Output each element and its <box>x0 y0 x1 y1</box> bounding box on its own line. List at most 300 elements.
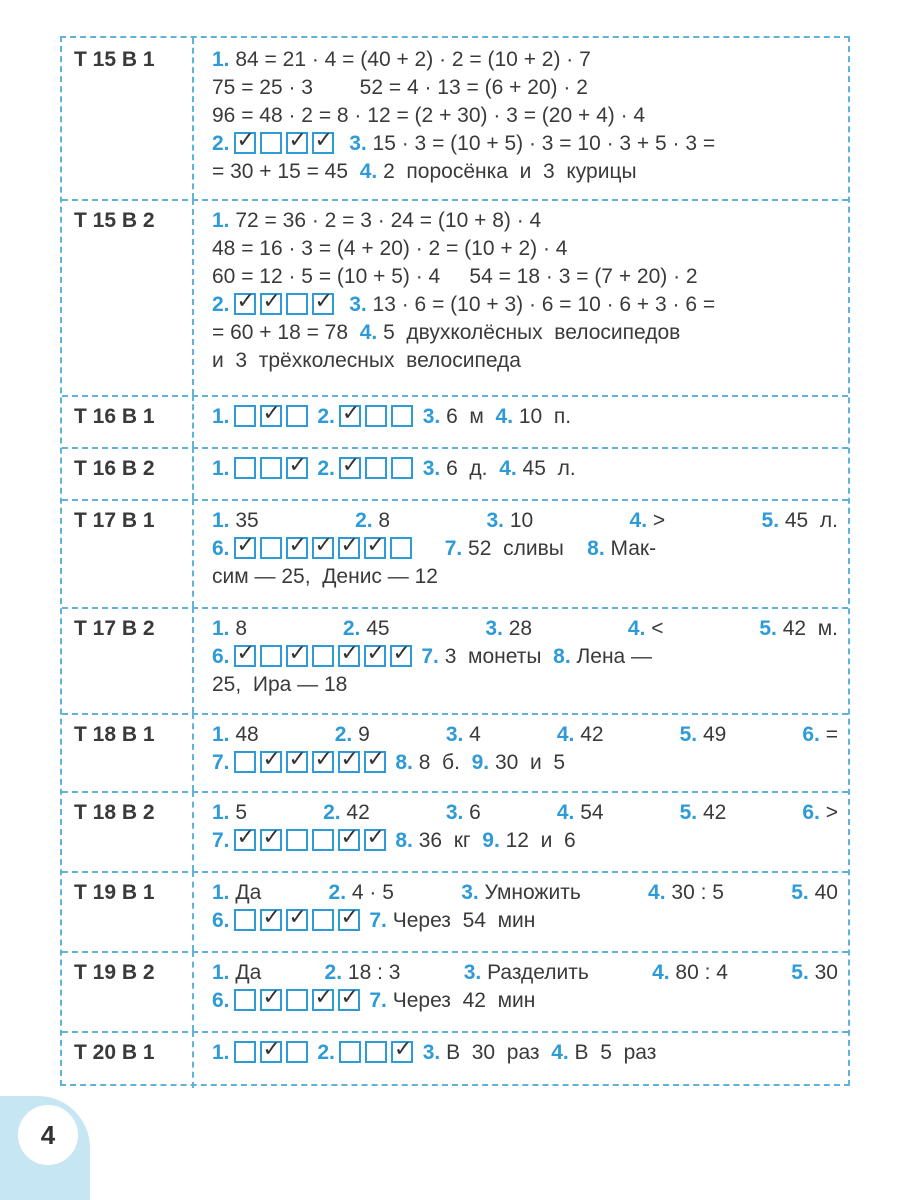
answer-line <box>212 291 838 319</box>
answer-text: 84 = 21 · 4 = (40 + 2) · 2 = (10 + 2) · 7 <box>229 48 591 71</box>
test-variant-label: Т 17 В 1 <box>62 499 194 607</box>
answer-line <box>212 347 838 375</box>
test-variant-label: Т 15 В 2 <box>62 199 194 395</box>
answer-text: В 5 раз <box>568 1041 657 1064</box>
task-number: 5. <box>761 509 780 532</box>
task-number: 3. <box>422 405 441 428</box>
empty-box-icon <box>234 751 256 773</box>
answer-text: 40 <box>808 881 838 904</box>
answer-row <box>62 199 848 397</box>
answer-content <box>212 403 838 431</box>
answer-item <box>802 721 838 749</box>
task-number: 9. <box>482 829 500 852</box>
empty-box-icon <box>234 457 256 479</box>
task-number: 6. <box>212 537 230 560</box>
empty-box-icon <box>365 457 387 479</box>
answer-item <box>329 879 394 907</box>
answer-line <box>212 507 838 535</box>
answer-item <box>762 507 838 535</box>
answer-line <box>212 455 838 483</box>
task-number: 4. <box>629 509 648 532</box>
answer-text: 15 · 3 = (10 + 5) · 3 = 10 · 3 + 5 · 3 = <box>366 132 716 155</box>
empty-box-icon <box>260 537 282 559</box>
answer-content <box>212 615 838 699</box>
test-variant-label: Т 16 В 1 <box>62 395 194 447</box>
answer-item <box>652 959 728 987</box>
answer-text: 12 и 6 <box>499 829 576 852</box>
task-number: 4. <box>556 723 575 746</box>
answer-line <box>212 158 838 186</box>
answer-text: Мак- <box>604 537 657 560</box>
answer-text: 35 <box>229 509 259 532</box>
task-number: 3. <box>486 509 504 532</box>
task-number: 2. <box>342 617 361 640</box>
answer-item <box>212 721 259 749</box>
answer-line <box>212 102 838 130</box>
answer-text: 25, Ира — 18 <box>212 673 348 696</box>
test-variant-label: Т 19 В 1 <box>62 871 194 951</box>
answer-item <box>486 507 533 535</box>
answer-text: и 3 трёхколесных велосипеда <box>212 349 521 372</box>
task-number: 1. <box>212 405 230 428</box>
answer-line <box>212 535 838 563</box>
answer-text: 5 двухколёсных велосипедов <box>377 321 681 344</box>
task-number: 2. <box>328 881 347 904</box>
checked-box-icon <box>339 457 361 479</box>
empty-box-icon <box>286 1041 308 1063</box>
checked-box-icon <box>338 989 360 1011</box>
answer-checkboxes <box>234 535 416 563</box>
answer-text: 30 : 5 <box>665 881 724 904</box>
answer-checkboxes <box>234 749 390 777</box>
answer-text: 13 · 6 = (10 + 3) · 6 = 10 · 6 + 3 · 6 = <box>366 293 716 316</box>
task-number: 7. <box>369 909 387 932</box>
answer-text: Да <box>229 881 262 904</box>
task-number: 1. <box>212 509 230 532</box>
answer-item <box>630 507 666 535</box>
checked-box-icon <box>364 751 386 773</box>
answer-text: сим — 25, Денис — 12 <box>212 565 438 588</box>
task-number: 2. <box>323 801 341 824</box>
task-number: 8. <box>395 751 413 774</box>
answer-checkboxes <box>234 291 338 319</box>
answer-content <box>212 46 838 186</box>
task-number: 8. <box>587 537 605 560</box>
answer-line <box>212 749 838 777</box>
task-number: 2. <box>317 1041 335 1064</box>
answer-checkboxes <box>234 987 364 1015</box>
answer-text: 3 монеты <box>438 645 554 668</box>
task-number: 3. <box>445 723 464 746</box>
checked-box-icon <box>286 645 308 667</box>
empty-box-icon <box>286 293 308 315</box>
checked-box-icon <box>338 645 360 667</box>
answer-text: 4 <box>463 723 481 746</box>
checked-box-icon <box>234 645 256 667</box>
task-number: 1. <box>212 617 230 640</box>
answer-row <box>62 951 848 1033</box>
checked-box-icon <box>364 829 386 851</box>
checked-box-icon <box>312 751 334 773</box>
task-number: 1. <box>212 457 230 480</box>
answer-text: 8 <box>372 509 391 532</box>
answer-line <box>212 615 838 643</box>
empty-box-icon <box>234 1041 256 1063</box>
answer-line <box>212 130 838 158</box>
answer-text: 45 <box>360 617 390 640</box>
answer-text <box>338 293 350 316</box>
test-variant-label: Т 15 В 1 <box>62 38 194 199</box>
checked-box-icon <box>339 405 361 427</box>
answer-line <box>212 319 838 347</box>
answer-line <box>212 721 838 749</box>
answer-text: 60 = 12 · 5 = (10 + 5) · 4 54 = 18 · 3 = (7 + 20) · 2 <box>212 265 698 288</box>
answer-item <box>212 615 247 643</box>
answer-text: 42 м. <box>776 617 838 640</box>
test-variant-label: Т 16 В 2 <box>62 447 194 499</box>
task-number: 1. <box>212 801 230 824</box>
checked-box-icon <box>286 457 308 479</box>
answer-content <box>212 959 838 1015</box>
answer-line <box>212 987 838 1015</box>
answer-text: 30 и 5 <box>489 751 566 774</box>
empty-box-icon <box>234 405 256 427</box>
answer-text: 8 б. <box>412 751 472 774</box>
answer-item <box>323 799 370 827</box>
empty-box-icon <box>312 645 334 667</box>
task-number: 4. <box>648 881 666 904</box>
checked-box-icon <box>390 645 412 667</box>
task-number: 7. <box>369 989 387 1012</box>
checked-box-icon <box>234 829 256 851</box>
answer-item <box>628 615 664 643</box>
task-number: 4. <box>499 457 517 480</box>
answer-line <box>212 235 838 263</box>
task-number: 1. <box>212 1041 230 1064</box>
task-number: 7. <box>212 751 230 774</box>
task-number: 1. <box>212 209 230 232</box>
task-number: 3. <box>463 961 482 984</box>
answer-content <box>212 721 838 777</box>
checked-box-icon <box>286 132 308 154</box>
answer-checkboxes <box>339 455 417 483</box>
answer-checkboxes <box>339 403 417 431</box>
answer-line <box>212 799 838 827</box>
answer-text: Лена — <box>570 645 653 668</box>
checked-box-icon <box>260 751 282 773</box>
answer-item <box>212 799 247 827</box>
task-number: 3. <box>422 457 441 480</box>
answer-text: 30 <box>808 961 838 984</box>
checked-box-icon <box>234 293 256 315</box>
answer-item <box>791 959 838 987</box>
task-number: 7. <box>421 645 439 668</box>
checked-box-icon <box>312 537 334 559</box>
answer-line <box>212 959 838 987</box>
answer-line <box>212 563 838 591</box>
task-number: 4. <box>556 801 575 824</box>
task-number: 9. <box>471 751 490 774</box>
task-number: 5. <box>759 617 777 640</box>
answer-text: Через 54 мин <box>386 909 536 932</box>
answer-item <box>343 615 390 643</box>
answer-item <box>325 959 401 987</box>
task-number: 3. <box>485 617 503 640</box>
answer-row <box>62 791 848 873</box>
task-number: 2. <box>317 405 335 428</box>
answer-text: 4 · 5 <box>346 881 394 904</box>
answer-text: 18 : 3 <box>342 961 401 984</box>
task-number: 2. <box>334 723 353 746</box>
answer-text: 10 <box>503 509 534 532</box>
answer-item <box>446 721 481 749</box>
answer-text: 36 кг <box>412 829 483 852</box>
task-number: 3. <box>349 293 367 316</box>
answer-item <box>680 721 727 749</box>
empty-box-icon <box>365 1041 387 1063</box>
test-variant-label: Т 20 В 1 <box>62 1031 194 1088</box>
task-number: 8. <box>395 829 413 852</box>
answer-text <box>338 132 350 155</box>
answer-text: = 30 + 15 = 45 <box>212 160 360 183</box>
checked-box-icon <box>312 989 334 1011</box>
task-number: 3. <box>422 1041 441 1064</box>
empty-box-icon <box>234 989 256 1011</box>
answer-text: 72 = 36 · 2 = 3 · 24 = (10 + 8) · 4 <box>229 209 542 232</box>
checked-box-icon <box>260 1041 282 1063</box>
task-number: 2. <box>212 132 230 155</box>
answer-line <box>212 1039 838 1067</box>
answer-text: 6 д. <box>440 457 500 480</box>
task-number: 2. <box>324 961 343 984</box>
checked-box-icon <box>260 405 282 427</box>
task-number: 6. <box>802 723 820 746</box>
task-number: 5. <box>791 961 809 984</box>
task-number: 5. <box>679 801 698 824</box>
task-number: 4. <box>495 405 514 428</box>
answer-item <box>759 615 838 643</box>
task-number: 4. <box>551 1041 569 1064</box>
checked-box-icon <box>286 909 308 931</box>
empty-box-icon <box>312 909 334 931</box>
checked-box-icon <box>286 537 308 559</box>
answer-row <box>62 447 848 501</box>
answer-text: 48 <box>229 723 259 746</box>
empty-box-icon <box>260 132 282 154</box>
test-variant-label: Т 17 В 2 <box>62 607 194 713</box>
answer-item <box>335 721 370 749</box>
answer-line <box>212 671 838 699</box>
checked-box-icon <box>364 537 386 559</box>
test-variant-label: Т 19 В 2 <box>62 951 194 1031</box>
task-number: 6. <box>212 989 230 1012</box>
answer-text: = 60 + 18 = 78 <box>212 321 360 344</box>
task-number: 6. <box>212 909 230 932</box>
page-number: 4 <box>40 1120 56 1150</box>
answer-table <box>60 36 850 1086</box>
answer-row <box>62 1031 848 1088</box>
answer-item <box>212 879 261 907</box>
answer-item <box>212 959 261 987</box>
answer-line <box>212 907 838 935</box>
answer-checkboxes <box>339 1039 417 1067</box>
task-number: 7. <box>212 829 230 852</box>
task-number: 2. <box>212 293 230 316</box>
task-number: 2. <box>355 509 373 532</box>
answer-line <box>212 643 838 671</box>
answer-item <box>557 721 604 749</box>
answer-checkboxes <box>234 827 390 855</box>
answer-checkboxes <box>234 907 364 935</box>
answer-checkboxes <box>234 643 416 671</box>
answer-content <box>212 455 838 483</box>
checked-box-icon <box>338 909 360 931</box>
empty-box-icon <box>391 457 413 479</box>
answer-text: Разделить <box>481 961 589 984</box>
task-number: 1. <box>212 961 230 984</box>
answer-text: 42 <box>574 723 604 746</box>
task-number: 5. <box>791 881 809 904</box>
answer-checkboxes <box>234 1039 312 1067</box>
answer-line <box>212 263 838 291</box>
empty-box-icon <box>286 405 308 427</box>
answer-text: > <box>819 801 838 824</box>
checked-box-icon <box>338 751 360 773</box>
answer-text: 9 <box>352 723 370 746</box>
checked-box-icon <box>338 537 360 559</box>
answer-text: 75 = 25 · 3 52 = 4 · 13 = (6 + 20) · 2 <box>212 76 588 99</box>
answer-line <box>212 207 838 235</box>
answer-item <box>355 507 390 535</box>
answer-text: 2 поросёнка и 3 курицы <box>377 160 637 183</box>
answer-line <box>212 74 838 102</box>
answer-text: 6 м <box>440 405 496 428</box>
answer-content <box>212 799 838 855</box>
answer-checkboxes <box>234 455 312 483</box>
answer-text: 80 : 4 <box>669 961 728 984</box>
task-number: 8. <box>553 645 571 668</box>
answer-text: 42 <box>340 801 370 824</box>
checked-box-icon <box>286 751 308 773</box>
answer-checkboxes <box>234 130 338 158</box>
checked-box-icon <box>234 537 256 559</box>
answer-text <box>416 537 445 560</box>
answer-text: 10 п. <box>513 405 572 428</box>
checked-box-icon <box>260 909 282 931</box>
empty-box-icon <box>286 989 308 1011</box>
empty-box-icon <box>339 1041 361 1063</box>
answer-row <box>62 713 848 793</box>
answer-text: 52 сливы <box>462 537 588 560</box>
task-number: 4. <box>359 321 378 344</box>
answer-line <box>212 879 838 907</box>
answer-text: 8 <box>229 617 248 640</box>
test-variant-label: Т 18 В 2 <box>62 791 194 871</box>
task-number: 1. <box>212 48 230 71</box>
answer-item <box>485 615 532 643</box>
task-number: 1. <box>212 723 230 746</box>
answer-item <box>464 959 589 987</box>
task-number: 4. <box>627 617 646 640</box>
task-number: 4. <box>652 961 670 984</box>
answer-item <box>461 879 581 907</box>
answer-row <box>62 607 848 715</box>
task-number: 6. <box>212 645 230 668</box>
checked-box-icon <box>391 1041 413 1063</box>
answer-text: Через 42 мин <box>386 989 536 1012</box>
answer-item <box>212 507 259 535</box>
checked-box-icon <box>364 645 386 667</box>
empty-box-icon <box>390 537 412 559</box>
empty-box-icon <box>260 645 282 667</box>
answer-row <box>62 871 848 953</box>
answer-text: 49 <box>697 723 727 746</box>
empty-box-icon <box>286 829 308 851</box>
answer-content <box>212 507 838 591</box>
task-number: 3. <box>349 132 367 155</box>
answer-checkboxes <box>234 403 312 431</box>
answer-text: 54 <box>574 801 604 824</box>
task-number: 3. <box>445 801 464 824</box>
answer-content <box>212 207 838 375</box>
empty-box-icon <box>234 909 256 931</box>
task-number: 3. <box>461 881 479 904</box>
answer-text: > <box>647 509 666 532</box>
checked-box-icon <box>260 293 282 315</box>
answer-text: 96 = 48 · 2 = 8 · 12 = (2 + 30) · 3 = (20 + 4) · 4 <box>212 104 646 127</box>
answer-text: < <box>645 617 664 640</box>
answer-line <box>212 403 838 431</box>
task-number: 7. <box>444 537 463 560</box>
checked-box-icon <box>260 829 282 851</box>
answer-item <box>802 799 838 827</box>
task-number: 1. <box>212 881 230 904</box>
answer-line <box>212 827 838 855</box>
empty-box-icon <box>391 405 413 427</box>
answer-text: = <box>819 723 838 746</box>
answer-row <box>62 38 848 201</box>
answer-text: 6 <box>463 801 481 824</box>
answer-text: В 30 раз <box>440 1041 552 1064</box>
task-number: 4. <box>359 160 378 183</box>
checked-box-icon <box>234 132 256 154</box>
task-number: 5. <box>679 723 698 746</box>
answer-text: 45 л. <box>516 457 576 480</box>
answer-text: 48 = 16 · 3 = (4 + 20) · 2 = (10 + 2) · 4 <box>212 237 568 260</box>
answer-item <box>446 799 481 827</box>
answer-content <box>212 879 838 935</box>
answer-item <box>791 879 838 907</box>
answer-text: 28 <box>502 617 533 640</box>
answer-item <box>557 799 604 827</box>
answer-text: Умножить <box>478 881 581 904</box>
answer-row <box>62 395 848 449</box>
empty-box-icon <box>260 457 282 479</box>
answer-text: Да <box>229 961 262 984</box>
empty-box-icon <box>365 405 387 427</box>
answer-line <box>212 46 838 74</box>
task-number: 2. <box>317 457 335 480</box>
answer-text: 42 <box>697 801 727 824</box>
task-number: 6. <box>802 801 820 824</box>
answer-item <box>680 799 727 827</box>
checked-box-icon <box>312 293 334 315</box>
answer-item <box>648 879 724 907</box>
checked-box-icon <box>260 989 282 1011</box>
answer-text: 45 л. <box>779 509 838 532</box>
answer-text: 5 <box>229 801 248 824</box>
checked-box-icon <box>312 132 334 154</box>
